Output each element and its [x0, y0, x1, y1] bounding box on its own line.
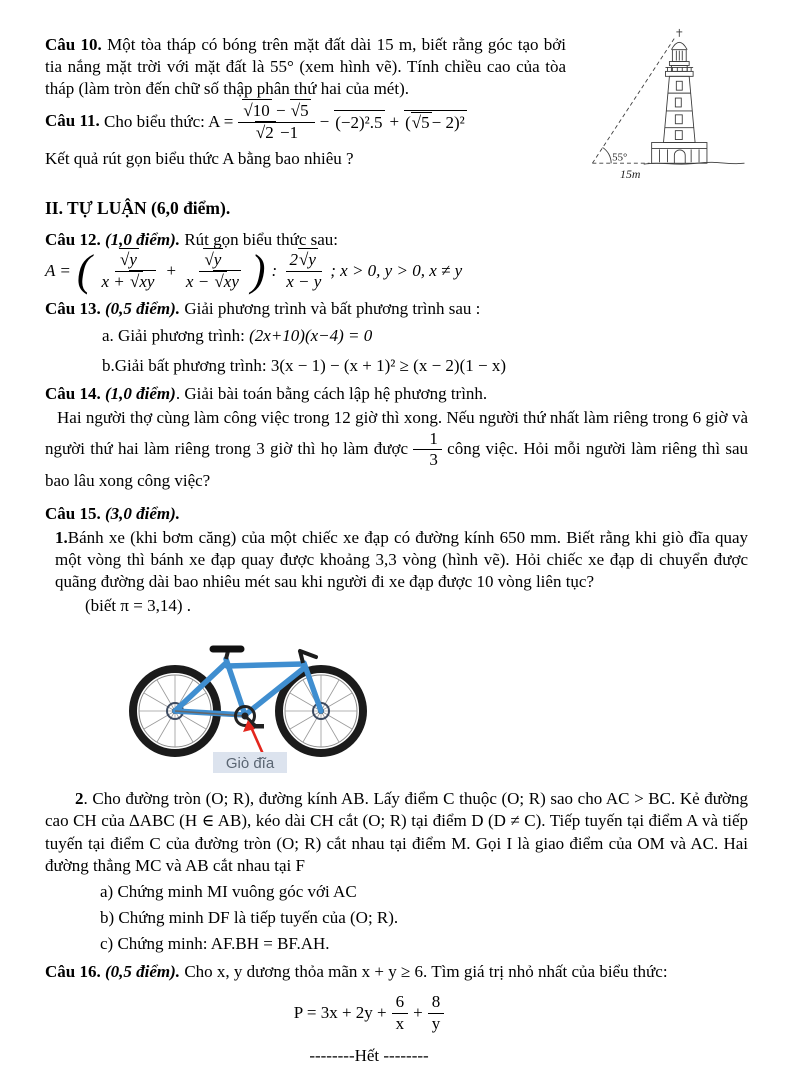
section2-title: II. TỰ LUẬN (6,0 điểm). [45, 198, 231, 218]
q12-frac2 [182, 251, 245, 291]
q15-item2 [45, 788, 748, 876]
lighthouse-angle-label: 55° [612, 151, 628, 164]
q11-num-rad1: √10 [243, 101, 270, 121]
q15-part-c: c) Chứng minh: AF.BH = BF.AH. [100, 933, 330, 953]
q13-b-label: b.Giải bất phương trình: [102, 356, 267, 376]
q13-points: (0,5 điểm). [104, 299, 181, 319]
q16-label: Câu 16. [45, 961, 101, 981]
lighthouse-figure [574, 24, 752, 182]
q16-f2-den: y [431, 1013, 441, 1033]
q13-a-label: a. Giải phương trình: [102, 326, 245, 346]
q12-f1-den-rad: √xy [130, 271, 155, 291]
q11-label: Câu 11. [45, 111, 100, 131]
q11-outro: Kết quả rút gọn biểu thức A bằng bao nhiêu ? [45, 148, 354, 168]
end-marker: --------Hết -------- [309, 1046, 429, 1066]
bicycle-drawing [133, 649, 363, 754]
q11-num-rad2: √5 [290, 101, 309, 121]
q15-label: Câu 15. [45, 503, 101, 523]
q10-label: Câu 10. [45, 35, 102, 54]
q11-intro: Cho biểu thức: A = [104, 112, 234, 132]
q14-intro: . Giải bài toán bằng cách lập hệ phương trình. [175, 383, 488, 403]
q14-points: (1,0 điểm) [104, 383, 176, 403]
q16-formula-block [45, 993, 693, 1033]
q13-item-a [45, 325, 748, 347]
q16-f1-den: x [395, 1013, 405, 1033]
q12-line [45, 229, 748, 296]
bike-label-text: Giò đĩa [225, 755, 275, 773]
q12-f2-den-pre: x − [185, 271, 210, 291]
q15-line [45, 503, 748, 525]
q16-plus: + [413, 1003, 423, 1023]
q12-intro: Rút gọn biểu thức sau: [184, 229, 339, 249]
q12-label: Câu 12. [45, 229, 101, 249]
lighthouse-distance-label: 15m [620, 167, 641, 182]
q12-f3-num-pre: 2 [289, 249, 299, 269]
q15-part-b: b) Chứng minh DF là tiếp tuyến của (O; R). [100, 907, 399, 927]
q16-frac1 [392, 993, 409, 1033]
q16-frac2 [428, 993, 445, 1033]
q11-rad3-close: − 2)² [431, 113, 465, 133]
q16-pre: P = 3x + 2y + [293, 1003, 387, 1023]
q13-intro: Giải phương trình và bất phương trình sau : [184, 299, 481, 319]
q13-line [45, 298, 748, 320]
q12-f1-num: √y [120, 249, 137, 269]
q11-op3: + [389, 112, 400, 132]
q11-rad3 [404, 110, 467, 134]
q15-item1-note: (biết π = 3,14) . [85, 596, 191, 616]
q11-rad2: (−2)².5 [334, 110, 384, 134]
q12-plus: + [165, 260, 177, 280]
q14-body-post: công việc. Hỏi mỗi người làm riêng thì sau bao lâu xong công việc? [45, 438, 749, 490]
q16-f1-num: 6 [392, 993, 409, 1014]
q13-b-equation: 3(x − 1) − (x + 1)² ≥ (x − 2)(1 − x) [270, 356, 506, 376]
q14-frac-den: 3 [429, 450, 438, 470]
q16-line [45, 961, 748, 983]
q12-f3-den: x − y [286, 271, 322, 291]
q14-label: Câu 14. [45, 383, 101, 403]
q12-lhs: A = [45, 260, 71, 280]
q11-den-rad: √2 [255, 122, 274, 142]
q15-points: (3,0 điểm). [104, 503, 181, 523]
q11-formula [104, 102, 467, 142]
q15-item2-number: 2 [75, 789, 84, 809]
q12-frac1 [97, 251, 160, 291]
q14-body-pre: Hai người thợ cùng làm công việc trong 12 giờ thì xong. Nếu người thứ nhất làm riêng trong 6 giờ và người thứ hai làm riêng trong 3 giờ thì họ làm được [45, 407, 748, 458]
q12-f1-den-pre: x + [101, 271, 125, 291]
q12-colon: : [271, 260, 278, 280]
q13-item-b [45, 355, 748, 377]
q12-formula: A = ( $\frac{√y}{x + √xy}$ + $\frac{√y}{x - √xy}$ ) : $\frac{2√y}{x - y}$ ; x > 0, y > 0, x ≠ y [45, 246, 463, 296]
q15-item2-text: . Cho đường tròn (O; R), đường kính AB. Lấy điểm C thuộc (O; R) sao cho AC > BC. Kẻ đường cao CH của ∆ABC (H ∈ AB), kéo dài CH cắt (O; R) tại điểm D (D ≠ C). Tiếp tuyến tại điểm A và tiếp tuyến tại điểm C của đường tròn (O; R) cắt nhau tại điểm M. Gọi I là giao điểm của OM và AC. Hai đường thẳng MC và AB cắt nhau tại F [45, 789, 748, 875]
q16-points: (0,5 điểm). [104, 961, 181, 981]
q12-frac3 [282, 251, 325, 291]
q15-item1-text: Bánh xe (khi bơm căng) của một chiếc xe đạp có đường kính 650 mm. Biết rằng khi giò đĩa quay một vòng thì bánh xe đạp quay được khoảng 3,3 vòng (hình vẽ). Hỏi chiếc xe đạp di chuyển được quãng đường dài bao nhiêu mét sau khi người đi xe đạp được 10 vòng liên tục? [55, 527, 748, 592]
bicycle-figure [123, 623, 373, 775]
q12-f3-num-rad: √y [299, 249, 316, 269]
q16-intro: Cho x, y dương thỏa mãn x + y ≥ 6. Tìm giá trị nhỏ nhất của biểu thức: [184, 961, 668, 981]
q11-rad3-inner: √5 [411, 113, 430, 133]
q16-formula [294, 993, 444, 1033]
q13-a-equation: (2x+10)(x−4) = 0 [249, 326, 373, 346]
q16-f2-num: 8 [428, 993, 445, 1014]
q15-item1-number: 1. [55, 527, 68, 547]
q10-text: Một tòa tháp có bóng trên mặt đất dài 15 m, biết rằng góc tạo bởi tia nắng mặt trời với mặt đất là 55° (xem hình vẽ). Tính chiều cao của tòa tháp (làm tròn đến chữ số thập phân thứ hai của mét). [45, 35, 567, 99]
q14-frac-num: 1 [413, 430, 442, 451]
q11-fraction [238, 102, 314, 142]
lighthouse-drawing [592, 29, 744, 164]
q11-op2: − [319, 112, 330, 132]
q11-num-op: − [275, 101, 286, 121]
q10-q11-block [45, 34, 748, 184]
q12-condition: ; x > 0, y > 0, x ≠ y [330, 260, 463, 280]
q14-line [45, 383, 748, 405]
q12-f2-den-rad: √xy [214, 271, 239, 291]
q15-part-a: a) Chứng minh MI vuông góc với AC [100, 881, 357, 901]
q14-fraction [413, 430, 442, 470]
q12-points: (1,0 điểm). [104, 229, 181, 249]
q12-f2-num: √y [204, 249, 222, 269]
q11-rad3-open: ( [405, 113, 411, 133]
q13-label: Câu 13. [45, 299, 101, 319]
q11-den-rest: −1 [280, 122, 299, 142]
q15-item1 [45, 527, 748, 593]
q14-body [45, 407, 748, 493]
